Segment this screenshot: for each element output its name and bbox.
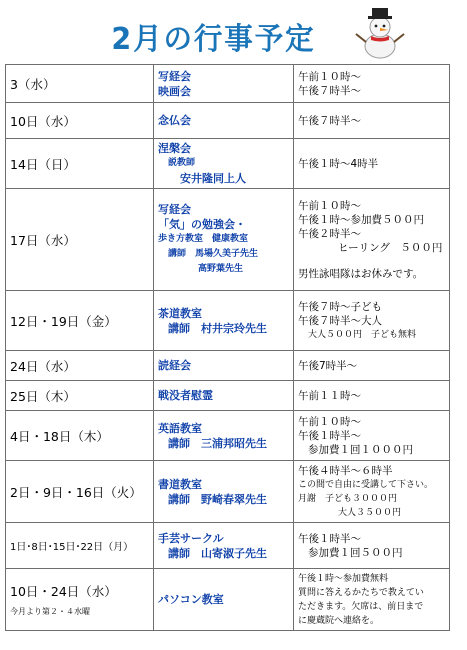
time-line: 午前１１時～ xyxy=(298,389,361,402)
time-line: 午後１時～参加費無料 xyxy=(298,573,389,584)
time-line: ただきます。欠席は、前日まで xyxy=(298,601,424,612)
event-line: 写経会 xyxy=(158,203,191,216)
time-cell xyxy=(294,523,450,569)
event-cell xyxy=(154,461,294,523)
event-line: 読経会 xyxy=(158,359,191,372)
time-cell xyxy=(294,139,450,189)
event-line: 講師 山寄淑子先生 xyxy=(168,546,267,560)
date-cell: 17日（水） xyxy=(6,189,154,291)
event-line: 「気」の勉強会・ xyxy=(158,218,246,231)
date-cell xyxy=(6,569,154,631)
date-note: 今月より第２・４水曜 xyxy=(10,607,90,616)
table-row xyxy=(6,139,450,189)
time-line: 質問に答えるかたちで教えてい xyxy=(298,587,424,598)
event-line: 写経会 xyxy=(158,69,191,83)
time-cell xyxy=(294,351,450,381)
event-line: 念仏会 xyxy=(158,114,191,127)
time-cell xyxy=(294,65,450,103)
time-line: 午後１時～4時半 xyxy=(298,157,379,170)
event-line: 講師 三浦邦昭先生 xyxy=(168,436,267,450)
table-row xyxy=(6,461,450,523)
event-line: 茶道教室 xyxy=(158,306,202,320)
event-line: 戦没者慰霊 xyxy=(158,389,213,402)
time-line: 午後１時半～ xyxy=(298,532,361,545)
date-cell: 25日（木） xyxy=(6,381,154,411)
date-cell: 3（水） xyxy=(6,65,154,103)
date-cell: 10日（水） xyxy=(6,103,154,139)
time-cell xyxy=(294,461,450,523)
event-line: パソコン教室 xyxy=(158,593,224,606)
time-line: 午後7時半～ xyxy=(298,359,358,372)
time-cell xyxy=(294,291,450,351)
event-line: 英語教室 xyxy=(158,421,202,435)
event-line: 安井隆同上人 xyxy=(180,172,246,185)
table-row xyxy=(6,411,450,461)
event-line: 映画会 xyxy=(158,84,191,98)
time-line: 大人３５００円 xyxy=(338,507,402,518)
time-line: 参加費１回５００円 xyxy=(308,546,403,559)
table-row xyxy=(6,569,450,631)
event-cell xyxy=(154,189,294,291)
event-cell xyxy=(154,523,294,569)
snowman-icon xyxy=(352,6,408,60)
time-line: 午後２時半～ xyxy=(298,227,361,240)
time-cell xyxy=(294,569,450,631)
event-cell xyxy=(154,411,294,461)
event-line: 講師 馬場久美子先生 xyxy=(168,249,259,259)
time-line: 月謝 子ども３０００円 xyxy=(298,493,398,504)
table-row xyxy=(6,189,450,291)
table-row xyxy=(6,291,450,351)
time-line: ヒーリング ５００円 xyxy=(338,241,443,254)
time-line: 参加費１回１０００円 xyxy=(308,443,413,456)
time-line: 午前１０時～ xyxy=(298,199,361,212)
time-line: 午後７時半～大人 xyxy=(298,314,382,327)
time-line: 午後１時半～ xyxy=(298,429,361,442)
date-cell: 4日・18日（木） xyxy=(6,411,154,461)
event-line: 高野葉先生 xyxy=(198,264,244,274)
table-row xyxy=(6,381,450,411)
time-line: 大人５００円 子ども無料 xyxy=(308,329,417,340)
event-cell xyxy=(154,569,294,631)
date-cell: 1日･8日･15日･22日（月） xyxy=(6,523,154,569)
event-line: 手芸サークル xyxy=(158,531,224,545)
event-cell xyxy=(154,103,294,139)
table-row xyxy=(6,103,450,139)
time-cell xyxy=(294,411,450,461)
date-cell: 2日・9日・16日（火） xyxy=(6,461,154,523)
event-line: 説教師 xyxy=(168,158,196,168)
schedule-table xyxy=(5,64,450,631)
date-cell: 12日・19日（金） xyxy=(6,291,154,351)
time-cell xyxy=(294,189,450,291)
event-line: 講師 野崎春翠先生 xyxy=(168,492,267,506)
event-cell xyxy=(154,291,294,351)
table-row xyxy=(6,523,450,569)
page-title: 2月の行事予定 xyxy=(111,22,316,57)
table-row xyxy=(6,351,450,381)
time-line: 午前１０時～ xyxy=(298,70,361,83)
time-cell xyxy=(294,103,450,139)
event-line: 歩き方教室 健康教室 xyxy=(158,234,249,244)
event-cell xyxy=(154,139,294,189)
date-text: 10日・24日（水） xyxy=(10,584,117,599)
time-line: 午後４時半～６時半 xyxy=(298,464,393,477)
date-cell: 14日（日） xyxy=(6,139,154,189)
time-line: この間で自由に受講して下さい。 xyxy=(298,479,434,490)
event-cell xyxy=(154,351,294,381)
table-row xyxy=(6,65,450,103)
event-line: 涅槃会 xyxy=(158,142,191,155)
event-cell xyxy=(154,381,294,411)
time-line: に慶蔵院へ連絡を。 xyxy=(298,615,380,626)
time-line: 午後７時半～ xyxy=(298,84,361,97)
event-line: 書道教室 xyxy=(158,477,202,491)
time-line: 午後７時半～ xyxy=(298,114,361,127)
time-cell xyxy=(294,381,450,411)
time-line: 午前１０時～ xyxy=(298,415,361,428)
event-cell xyxy=(154,65,294,103)
event-line: 講師 村井宗玲先生 xyxy=(168,321,267,335)
time-line: 午後１時～参加費５００円 xyxy=(298,213,424,226)
time-line: 男性詠唱隊はお休みです。 xyxy=(298,267,424,280)
date-cell: 24日（水） xyxy=(6,351,154,381)
time-line: 午後７時～子ども xyxy=(298,300,382,313)
